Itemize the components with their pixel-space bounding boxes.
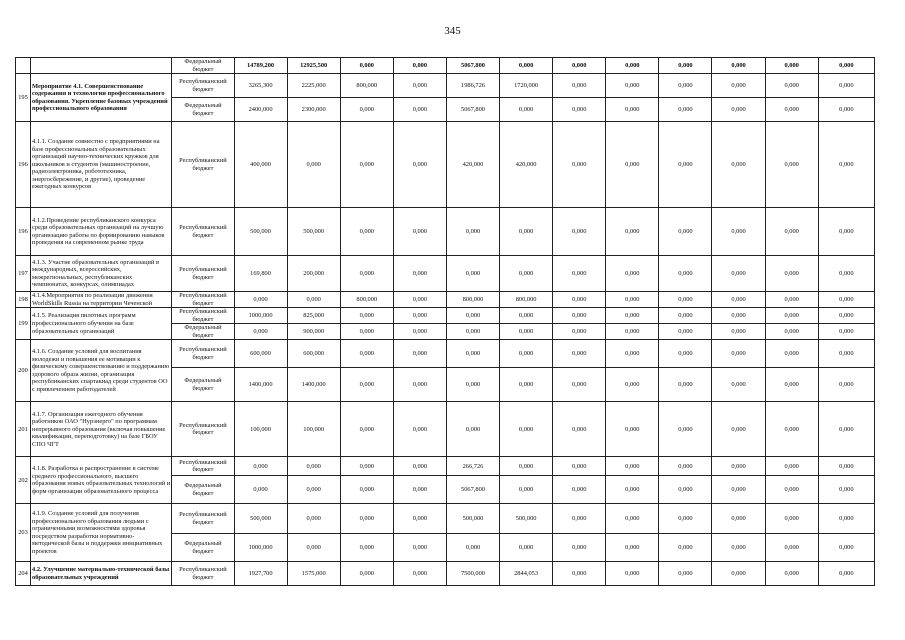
amount-cell: 0,000	[446, 340, 499, 368]
amount-cell: 0,000	[765, 562, 818, 586]
amount-cell: 0,000	[340, 402, 393, 457]
table-row	[16, 292, 875, 308]
amount-cell: 0,000	[765, 58, 818, 74]
amount-cell: 500,000	[446, 504, 499, 534]
amount-cell: 0,000	[659, 58, 712, 74]
amount-cell: 0,000	[659, 324, 712, 340]
amount-cell: 0,000	[712, 324, 765, 340]
row-number: 198	[16, 292, 31, 308]
amount-cell: 0,000	[393, 476, 446, 504]
amount-cell: 5067,800	[446, 476, 499, 504]
amount-cell: 0,000	[393, 457, 446, 476]
amount-cell: 0,000	[818, 476, 874, 504]
amount-cell: 0,000	[818, 457, 874, 476]
amount-cell: 0,000	[500, 256, 553, 292]
amount-cell: 0,000	[340, 340, 393, 368]
amount-cell: 0,000	[500, 324, 553, 340]
amount-cell: 0,000	[712, 476, 765, 504]
row-number: 197	[16, 256, 31, 292]
amount-cell: 0,000	[287, 457, 340, 476]
amount-cell: 800,000	[340, 74, 393, 98]
amount-cell: 0,000	[393, 562, 446, 586]
funding-source: Республиканский бюджет	[172, 308, 234, 324]
amount-cell: 800,000	[340, 292, 393, 308]
activity-description: 4.1.7. Организация ежегодного обучения работников ОАО "Нурэнерго" по программам непрерывного образования (включая повышение квалификации, переподготовку) на базе ГБОУ СПО ЧГТ	[31, 402, 172, 457]
amount-cell: 0,000	[340, 98, 393, 122]
amount-cell: 0,000	[500, 98, 553, 122]
amount-cell: 0,000	[659, 122, 712, 208]
amount-cell: 0,000	[818, 504, 874, 534]
amount-cell: 0,000	[393, 98, 446, 122]
amount-cell: 0,000	[446, 534, 499, 562]
amount-cell: 0,000	[818, 402, 874, 457]
table-row	[16, 308, 875, 324]
amount-cell: 500,000	[234, 504, 287, 534]
amount-cell: 0,000	[393, 402, 446, 457]
amount-cell: 0,000	[818, 98, 874, 122]
amount-cell: 0,000	[234, 457, 287, 476]
amount-cell: 0,000	[553, 122, 606, 208]
amount-cell: 0,000	[287, 292, 340, 308]
amount-cell: 0,000	[818, 534, 874, 562]
amount-cell: 0,000	[659, 98, 712, 122]
funding-source: Республиканский бюджет	[172, 74, 234, 98]
funding-source: Федеральный бюджет	[172, 476, 234, 504]
amount-cell: 0,000	[712, 122, 765, 208]
amount-cell: 0,000	[553, 324, 606, 340]
amount-cell: 0,000	[606, 476, 659, 504]
amount-cell: 0,000	[712, 308, 765, 324]
amount-cell: 0,000	[393, 504, 446, 534]
amount-cell: 0,000	[606, 292, 659, 308]
activity-description: 4.1.8. Разработка и распространение в системе среднего профессионального, высшего образования новых образовательных технологий и форм организации образовательного процесса	[31, 457, 172, 504]
amount-cell: 1000,000	[234, 534, 287, 562]
amount-cell: 0,000	[340, 324, 393, 340]
activity-description: 4.2. Улучшение материально-технической базы образовательных учреждений	[31, 562, 172, 586]
amount-cell: 0,000	[606, 58, 659, 74]
amount-cell: 500,000	[500, 504, 553, 534]
amount-cell: 500,000	[234, 208, 287, 256]
amount-cell: 0,000	[765, 74, 818, 98]
amount-cell: 0,000	[340, 562, 393, 586]
amount-cell: 600,000	[234, 340, 287, 368]
funding-source: Федеральный бюджет	[172, 534, 234, 562]
amount-cell: 0,000	[553, 208, 606, 256]
amount-cell: 1575,000	[287, 562, 340, 586]
amount-cell: 0,000	[712, 58, 765, 74]
amount-cell: 0,000	[500, 308, 553, 324]
budget-table	[15, 57, 875, 586]
amount-cell: 0,000	[553, 256, 606, 292]
amount-cell: 0,000	[553, 457, 606, 476]
amount-cell: 0,000	[712, 98, 765, 122]
amount-cell: 0,000	[553, 292, 606, 308]
amount-cell: 0,000	[287, 476, 340, 504]
amount-cell: 0,000	[659, 74, 712, 98]
amount-cell: 0,000	[765, 122, 818, 208]
amount-cell: 0,000	[553, 534, 606, 562]
amount-cell: 0,000	[606, 256, 659, 292]
amount-cell: 400,000	[234, 122, 287, 208]
amount-cell: 0,000	[606, 208, 659, 256]
amount-cell: 0,000	[234, 292, 287, 308]
amount-cell: 12925,500	[287, 58, 340, 74]
amount-cell: 0,000	[553, 476, 606, 504]
amount-cell: 0,000	[500, 457, 553, 476]
amount-cell: 0,000	[712, 368, 765, 402]
row-number	[16, 58, 31, 74]
table-row	[16, 457, 875, 476]
funding-source: Республиканский бюджет	[172, 256, 234, 292]
amount-cell: 0,000	[818, 340, 874, 368]
amount-cell: 0,000	[765, 476, 818, 504]
amount-cell: 0,000	[553, 98, 606, 122]
amount-cell: 0,000	[500, 58, 553, 74]
amount-cell: 420,000	[500, 122, 553, 208]
amount-cell: 2400,000	[234, 98, 287, 122]
amount-cell: 0,000	[500, 534, 553, 562]
funding-source: Республиканский бюджет	[172, 292, 234, 308]
table-row	[16, 208, 875, 256]
activity-description: Мероприятие 4.1. Совершенствование содержания и технологии профессионального образования. Укрепление базовых учреждений профессионального образования	[31, 74, 172, 122]
amount-cell: 0,000	[553, 58, 606, 74]
amount-cell: 1927,700	[234, 562, 287, 586]
amount-cell: 0,000	[712, 562, 765, 586]
amount-cell: 420,000	[446, 122, 499, 208]
amount-cell: 0,000	[765, 402, 818, 457]
amount-cell: 0,000	[765, 256, 818, 292]
amount-cell: 0,000	[446, 256, 499, 292]
amount-cell: 2844,053	[500, 562, 553, 586]
amount-cell: 0,000	[393, 58, 446, 74]
funding-source: Республиканский бюджет	[172, 340, 234, 368]
table-row	[16, 58, 875, 74]
amount-cell: 0,000	[818, 58, 874, 74]
amount-cell: 0,000	[659, 368, 712, 402]
funding-source: Федеральный бюджет	[172, 368, 234, 402]
table-row	[16, 122, 875, 208]
amount-cell: 0,000	[606, 504, 659, 534]
amount-cell: 0,000	[500, 476, 553, 504]
row-number: 204	[16, 562, 31, 586]
amount-cell: 0,000	[712, 504, 765, 534]
amount-cell: 5067,800	[446, 98, 499, 122]
amount-cell: 0,000	[765, 534, 818, 562]
amount-cell: 0,000	[553, 562, 606, 586]
amount-cell: 0,000	[446, 324, 499, 340]
amount-cell: 7500,000	[446, 562, 499, 586]
amount-cell: 0,000	[393, 340, 446, 368]
amount-cell: 1000,000	[234, 308, 287, 324]
amount-cell: 0,000	[553, 74, 606, 98]
table-row	[16, 340, 875, 368]
amount-cell: 0,000	[765, 208, 818, 256]
funding-source: Республиканский бюджет	[172, 208, 234, 256]
amount-cell: 0,000	[340, 457, 393, 476]
amount-cell: 0,000	[340, 256, 393, 292]
amount-cell: 0,000	[340, 534, 393, 562]
amount-cell: 0,000	[340, 476, 393, 504]
amount-cell: 0,000	[765, 308, 818, 324]
activity-description	[31, 58, 172, 74]
table-row	[16, 74, 875, 98]
table-row	[16, 402, 875, 457]
amount-cell: 1400,000	[234, 368, 287, 402]
amount-cell: 0,000	[393, 324, 446, 340]
amount-cell: 0,000	[818, 292, 874, 308]
amount-cell: 0,000	[818, 74, 874, 98]
amount-cell: 0,000	[340, 308, 393, 324]
amount-cell: 0,000	[606, 324, 659, 340]
amount-cell: 0,000	[659, 476, 712, 504]
amount-cell: 0,000	[553, 340, 606, 368]
amount-cell: 0,000	[606, 74, 659, 98]
amount-cell: 0,000	[393, 208, 446, 256]
amount-cell: 0,000	[340, 504, 393, 534]
amount-cell: 200,000	[287, 256, 340, 292]
activity-description: 4.1.6. Создание условий для воспитания молодежи и повышения ее мотивации к физическому совершенствованию и поддержанию здорового образа жизни, организация республиканских спартакиад среди студентов ОО с привлечением работодателей	[31, 340, 172, 402]
amount-cell: 0,000	[765, 457, 818, 476]
amount-cell: 0,000	[818, 208, 874, 256]
amount-cell: 0,000	[659, 256, 712, 292]
row-number: 196	[16, 208, 31, 256]
amount-cell: 100,000	[234, 402, 287, 457]
amount-cell: 5067,800	[446, 58, 499, 74]
funding-source: Республиканский бюджет	[172, 562, 234, 586]
amount-cell: 0,000	[712, 402, 765, 457]
amount-cell: 0,000	[606, 402, 659, 457]
row-number: 202	[16, 457, 31, 504]
activity-description: 4.1.2.Проведение республиканского конкурса среди образовательных организаций на лучшую организацию работы по формированию навыков проведения на современном рынке труда	[31, 208, 172, 256]
amount-cell: 266,726	[446, 457, 499, 476]
row-number: 203	[16, 504, 31, 562]
activity-description: 4.1.3. Участие образовательных организаций в международных, всероссийских, межрегиональных, республиканских чемпионатах, конкурсах, олимпиадах	[31, 256, 172, 292]
amount-cell: 0,000	[393, 256, 446, 292]
amount-cell: 1720,000	[500, 74, 553, 98]
amount-cell: 0,000	[659, 504, 712, 534]
amount-cell: 0,000	[765, 324, 818, 340]
amount-cell: 0,000	[234, 476, 287, 504]
activity-description: 4.1.4.Мероприятия по реализации движения WorldSkills Russia на территории Чеченской	[31, 292, 172, 308]
amount-cell: 0,000	[606, 534, 659, 562]
amount-cell: 0,000	[606, 308, 659, 324]
amount-cell: 0,000	[287, 122, 340, 208]
amount-cell: 2300,000	[287, 98, 340, 122]
amount-cell: 0,000	[606, 340, 659, 368]
amount-cell: 0,000	[712, 208, 765, 256]
amount-cell: 0,000	[446, 308, 499, 324]
page-number: 345	[444, 25, 461, 37]
amount-cell: 169,800	[234, 256, 287, 292]
amount-cell: 0,000	[712, 292, 765, 308]
amount-cell: 0,000	[818, 562, 874, 586]
amount-cell: 0,000	[553, 308, 606, 324]
amount-cell: 0,000	[340, 208, 393, 256]
row-number: 196	[16, 122, 31, 208]
amount-cell: 2225,000	[287, 74, 340, 98]
amount-cell: 600,000	[287, 340, 340, 368]
amount-cell: 0,000	[659, 292, 712, 308]
funding-source: Республиканский бюджет	[172, 402, 234, 457]
amount-cell: 0,000	[765, 368, 818, 402]
amount-cell: 0,000	[393, 308, 446, 324]
amount-cell: 0,000	[606, 98, 659, 122]
amount-cell: 0,000	[712, 534, 765, 562]
amount-cell: 0,000	[606, 368, 659, 402]
funding-source: Республиканский бюджет	[172, 122, 234, 208]
activity-description: 4.1.5. Реализация пилотных программ профессионального обучения на базе образовательных организаций	[31, 308, 172, 340]
amount-cell: 0,000	[659, 308, 712, 324]
amount-cell: 0,000	[606, 122, 659, 208]
amount-cell: 1986,726	[446, 74, 499, 98]
row-number: 201	[16, 402, 31, 457]
amount-cell: 0,000	[659, 340, 712, 368]
amount-cell: 0,000	[393, 292, 446, 308]
amount-cell: 1400,000	[287, 368, 340, 402]
amount-cell: 825,000	[287, 308, 340, 324]
activity-description: 4.1.9. Создание условий для получения профессионального образования людьми с ограниченными возможностями здоровья посредством разработки нормативно-методической базы и поддержки инициативных проектов	[31, 504, 172, 562]
amount-cell: 800,000	[446, 292, 499, 308]
funding-source: Федеральный бюджет	[172, 324, 234, 340]
amount-cell: 0,000	[393, 534, 446, 562]
amount-cell: 0,000	[393, 122, 446, 208]
amount-cell: 0,000	[712, 256, 765, 292]
amount-cell: 0,000	[765, 504, 818, 534]
amount-cell: 0,000	[340, 122, 393, 208]
amount-cell: 0,000	[287, 534, 340, 562]
amount-cell: 0,000	[818, 324, 874, 340]
amount-cell: 0,000	[659, 534, 712, 562]
amount-cell: 0,000	[659, 457, 712, 476]
amount-cell: 0,000	[340, 368, 393, 402]
amount-cell: 0,000	[765, 292, 818, 308]
amount-cell: 0,000	[553, 504, 606, 534]
amount-cell: 0,000	[553, 368, 606, 402]
activity-description: 4.1.1. Создание совместно с предприятиями на базе профессиональных образовательных организаций научно-технических кружков для школьников и студентов (машиностроение, радиоэлектроника, робототехника, энергосбережение, и другие), проведение ежегодных конкурсов	[31, 122, 172, 208]
amount-cell: 0,000	[234, 324, 287, 340]
amount-cell: 3265,300	[234, 74, 287, 98]
amount-cell: 0,000	[287, 504, 340, 534]
amount-cell: 0,000	[606, 562, 659, 586]
table-row	[16, 562, 875, 586]
amount-cell: 0,000	[606, 457, 659, 476]
funding-source: Федеральный бюджет	[172, 98, 234, 122]
funding-source: Республиканский бюджет	[172, 457, 234, 476]
amount-cell: 0,000	[765, 98, 818, 122]
amount-cell: 0,000	[712, 74, 765, 98]
funding-source: Республиканский бюджет	[172, 504, 234, 534]
amount-cell: 0,000	[553, 402, 606, 457]
table-row	[16, 256, 875, 292]
amount-cell: 0,000	[659, 402, 712, 457]
amount-cell: 0,000	[393, 368, 446, 402]
amount-cell: 0,000	[818, 122, 874, 208]
row-number: 195	[16, 74, 31, 122]
amount-cell: 0,000	[446, 368, 499, 402]
amount-cell: 0,000	[818, 368, 874, 402]
amount-cell: 0,000	[340, 58, 393, 74]
amount-cell: 0,000	[500, 368, 553, 402]
amount-cell: 14789,200	[234, 58, 287, 74]
amount-cell: 0,000	[500, 208, 553, 256]
amount-cell: 0,000	[500, 340, 553, 368]
amount-cell: 0,000	[765, 340, 818, 368]
amount-cell: 0,000	[818, 256, 874, 292]
amount-cell: 0,000	[712, 457, 765, 476]
row-number: 200	[16, 340, 31, 402]
table-row	[16, 504, 875, 534]
amount-cell: 500,000	[287, 208, 340, 256]
amount-cell: 0,000	[659, 562, 712, 586]
row-number: 199	[16, 308, 31, 340]
amount-cell: 0,000	[446, 208, 499, 256]
amount-cell: 0,000	[500, 402, 553, 457]
amount-cell: 800,000	[500, 292, 553, 308]
amount-cell: 100,000	[287, 402, 340, 457]
amount-cell: 0,000	[446, 402, 499, 457]
amount-cell: 900,000	[287, 324, 340, 340]
amount-cell: 0,000	[818, 308, 874, 324]
amount-cell: 0,000	[659, 208, 712, 256]
funding-source: Федеральный бюджет	[172, 58, 234, 74]
amount-cell: 0,000	[393, 74, 446, 98]
amount-cell: 0,000	[712, 340, 765, 368]
